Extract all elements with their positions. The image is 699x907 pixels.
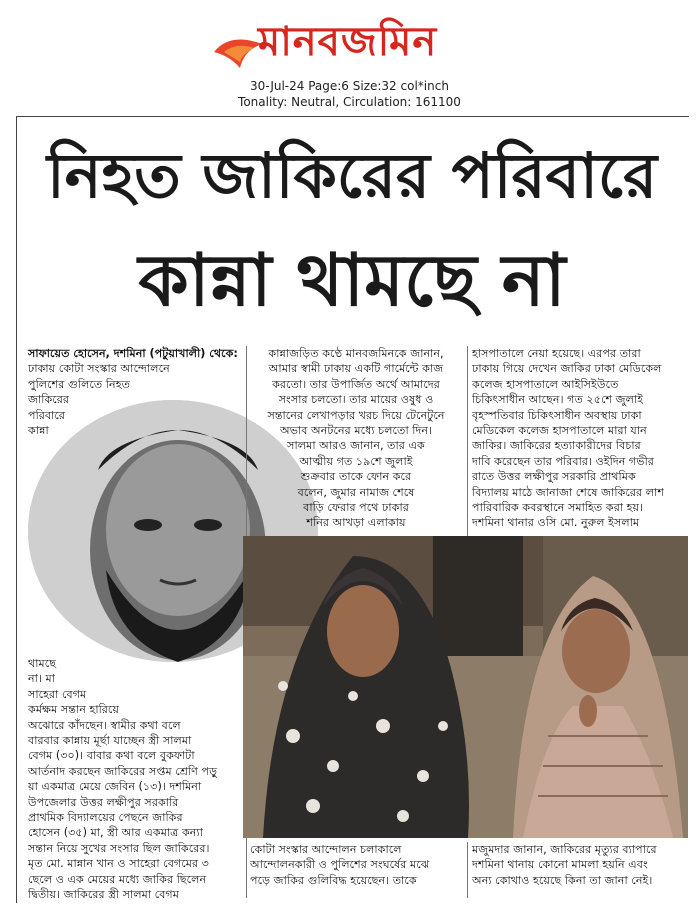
article-column-3 [472,346,686,531]
col3-line: মেডিকেল কলেজ হাসপাতালে মারা যান [472,424,647,438]
col1-line: পরিবারে [28,408,66,422]
col1-line: কর্মক্ষম সন্তান হারিয়ে [28,703,120,717]
article-column-3-bottom [472,842,686,888]
masthead [0,0,699,112]
col2-bottom-line: পড়ে জাকির গুলিবিদ্ধ হয়েছেন। তাকে [250,873,417,887]
col1-line: আর্তনাদ করছেন জাকিরের সপ্তম শ্রেণি পড়ু [28,764,218,778]
col2-line: কান্নাজড়িত কণ্ঠে মানবজমিনকে জানান, [268,347,444,360]
col3-line: চিকিৎসাধীন আছেন। গত ২৫শে জুলাই [472,393,644,407]
family-photo [243,536,688,838]
col2-line: সালমা আরও জানান, তার এক [287,439,425,453]
headline-line2: কান্না থামছে না [138,238,566,322]
newspaper-logo [210,8,500,74]
col2-line: আমার স্বামী ঢাকায় একটি গার্মেন্টে কাজ [268,362,444,376]
byline: সাফায়েত হোসেন, দশমিনা (পটুয়াখালী) থেকে: [28,347,238,360]
col2-line: শুক্রবার তাকে ফোন করে [300,470,412,484]
clipping-meta-tonality: Tonality: Neutral, Circulation: 161100 [238,95,461,109]
clipping-meta-date: 30-Jul-24 Page:6 Size:32 col*inch [250,79,449,93]
col2-line: করতো। তার উপার্জিত অর্থে আমাদের [272,377,440,391]
col3-line: দশমিনা থানার ওসি মো. নুরুল ইসলাম [472,516,640,530]
col3-line: ঢাকায় গিয়ে দেখেন জাকির ঢাকা মেডিকেল [472,362,662,376]
col2-bottom-line: আন্দোলনকারী ও পুলিশের সংঘর্ষের মঝে [250,858,430,872]
col3-line: বৃহস্পতিবার চিকিৎসাধীন অবস্থায় ঢাকা [472,408,642,422]
col3-line: বিদ্যালয় মাঠে জানাজা শেষে জাকিরের লাশ [472,485,664,499]
col3-line: জাকির। জাকিরের হত্যাকারীদের বিচার [472,439,641,453]
article-column-2 [250,346,462,531]
col1-line: দ্বিতীয়। জাকিরের স্ত্রী সালমা বেগম [28,888,179,902]
col2-line: শনির আখড়া এলাকায় [306,516,406,530]
col1-line: বারবার কান্নায় মূর্ছা যাচ্ছেন স্ত্রী সালমা [28,734,192,748]
col1-line: প্রাথমিক বিদ্যালয়ের পেছনে জাকির [28,811,183,825]
col1-line: উপজেলার উত্তর লক্ষীপুর সরকারি [28,795,179,809]
col1-line: সন্তান নিয়ে সুখের সংসার ছিল জাকিরের। [28,841,210,855]
article-column-2-bottom [250,842,462,888]
col1-line: থামছে [28,657,56,670]
col2-line: সংসার চলতো। তার মায়ের ওষুধ ও [278,393,434,407]
col3-bottom-line: দশমিনা থানায় কোনো মামলা হয়নি এবং [472,858,648,872]
col1-line: মৃত মো. মান্নান খান ও সাহেরা বেগমের ৩ [28,857,209,871]
column-divider [246,346,247,536]
col1-line: জাকিরের [28,393,70,407]
col2-bottom-line: কোটা সংস্কার আন্দোলন চলাকালে [250,843,402,856]
logo-text: মানবজমিন [258,18,438,65]
col3-bottom-line: মজুমদার জানান, জাকিরের মৃত্যুর ব্যাপারে [472,843,657,856]
col1-line: সাহেরা বেগম [28,687,87,701]
col1-line: অঝোরে কাঁদছেন। স্বামীর কথা বলে [28,718,181,732]
family-photo-image [243,536,688,838]
col1-line: ছেলে ও এক মেয়ের মধ্যে জাকির ছিলেন [28,872,207,886]
col2-line: আত্মীয় গত ১৯শে জুলাই [299,454,413,468]
col1-line: কান্না [28,424,49,438]
headline-line1: নিহত জাকিরের পরিবারে [46,139,658,212]
col2-line: বাড়ি ফেরার পথে ঢাকার [303,501,409,515]
col1-line: পুলিশের গুলিতে নিহত [28,377,131,391]
column-divider [467,842,468,898]
col3-line: হাসপাতালে নেয়া হয়েছে। এরপর তারা [472,347,641,360]
column-divider [467,346,468,536]
col1-line: না। মা [28,672,55,686]
col1-line: য়া একমাত্র মেয়ে জেবিন (১৩)। দশমিনা [28,780,202,794]
col2-line: অভাব অনটনের মধ্যে চলতো দিন। [280,424,432,438]
col1-line: হোসেন (৩৫) মা, স্ত্রী আর একমাত্র কন্যা [28,826,203,840]
col3-line: দাবি করেছেন তার পরিবার। ওইদিন গভীর [472,454,654,468]
col2-line: বলেন, জুমার নামাজ শেষে [297,485,415,499]
col1-line: বেগম (৩০)। বাবার কথা বলে বুকফাটা [28,749,195,763]
col3-line: পারিবারিক কবরস্থানে সমাহিত করা হয়। [472,501,644,515]
article-column-1-continued [28,656,242,903]
col3-line: কলেজ হাসপাতালে আইসিইউতে [472,377,619,391]
col1-line: ঢাকায় কোটা সংস্কার আন্দোলনে [28,362,170,376]
col3-bottom-line: অন্য কোথাও হয়েছে কিনা তা জানা নেই। [472,873,653,887]
col3-line: রাতে উত্তর লক্ষীপুর সরকারি প্রাথমিক [472,470,636,484]
col2-line: সন্তানের লেখাপড়ার খরচ দিয়ে টেনেটুনে [267,408,445,422]
